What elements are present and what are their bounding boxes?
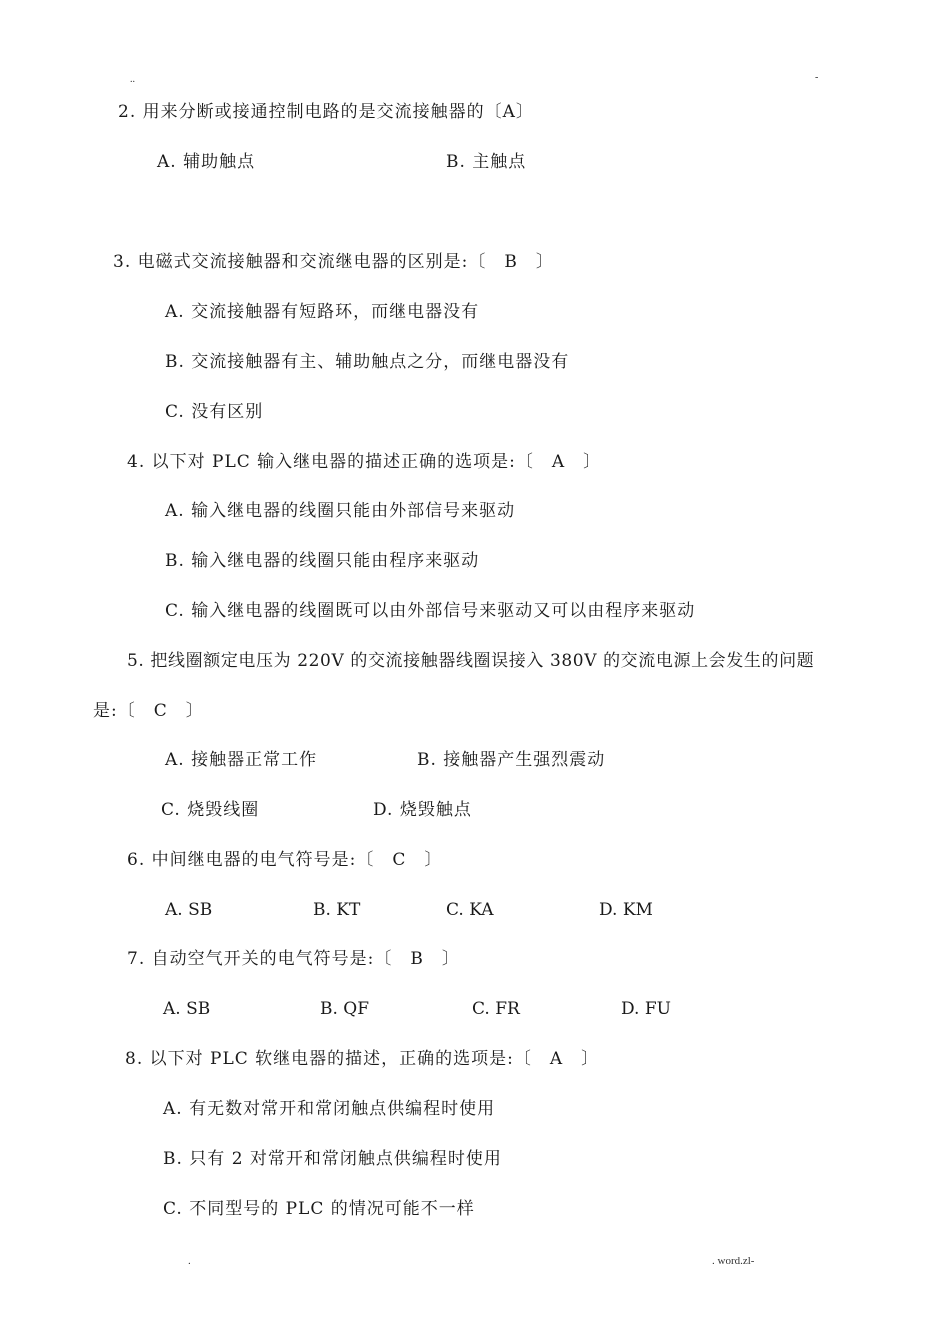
question-8-stem: 8. 以下对 PLC 软继电器的描述，正确的选项是:〔 A 〕	[125, 1049, 600, 1069]
question-7-option-c: C. FR	[472, 999, 520, 1019]
footer-left-mark: .	[188, 1255, 191, 1267]
question-6-option-c: C. KA	[446, 900, 494, 920]
question-7-option-d: D. FU	[621, 999, 671, 1019]
question-4-option-c: C. 输入继电器的线圈既可以由外部信号来驱动又可以由程序来驱动	[165, 601, 696, 621]
question-4-option-a: A. 输入继电器的线圈只能由外部信号来驱动	[165, 501, 516, 521]
question-5-option-b: B. 接触器产生强烈震动	[417, 750, 606, 770]
question-7-stem: 7. 自动空气开关的电气符号是:〔 B 〕	[127, 949, 460, 969]
question-5-option-d: D. 烧毁触点	[373, 800, 472, 820]
question-2-option-a: A. 辅助触点	[157, 152, 256, 172]
question-3-option-b: B. 交流接触器有主、辅助触点之分，而继电器没有	[165, 352, 570, 372]
question-5-option-c: C. 烧毁线圈	[161, 800, 260, 820]
question-7-option-b: B. QF	[320, 999, 370, 1019]
question-3-stem: 3. 电磁式交流接触器和交流继电器的区别是:〔 B 〕	[113, 252, 554, 272]
question-5-option-a: A. 接触器正常工作	[165, 750, 318, 770]
question-6-stem: 6. 中间继电器的电气符号是:〔 C 〕	[127, 850, 443, 870]
question-5-stem-continued: 是:〔 C 〕	[93, 701, 204, 721]
question-3-option-a: A. 交流接触器有短路环，而继电器没有	[165, 302, 480, 322]
question-8-option-c: C. 不同型号的 PLC 的情况可能不一样	[163, 1199, 475, 1219]
question-2-option-b: B. 主触点	[446, 152, 527, 172]
header-right-mark: -	[815, 72, 819, 83]
question-6-option-b: B. KT	[313, 900, 361, 920]
footer-right-mark: . word.zl-	[712, 1255, 755, 1267]
question-4-stem: 4. 以下对 PLC 输入继电器的描述正确的选项是:〔 A 〕	[127, 452, 602, 472]
question-4-option-b: B. 输入继电器的线圈只能由程序来驱动	[165, 551, 480, 571]
question-2-stem: 2. 用来分断或接通控制电路的是交流接触器的〔A〕	[118, 102, 534, 122]
question-7-option-a: A. SB	[163, 999, 211, 1019]
header-left-mark: ..	[130, 74, 135, 85]
question-3-option-c: C. 没有区别	[165, 402, 264, 422]
question-8-option-b: B. 只有 2 对常开和常闭触点供编程时使用	[163, 1149, 502, 1169]
question-6-option-a: A. SB	[165, 900, 213, 920]
question-8-option-a: A. 有无数对常开和常闭触点供编程时使用	[163, 1099, 496, 1119]
question-6-option-d: D. KM	[599, 900, 653, 920]
question-5-stem: 5. 把线圈额定电压为 220V 的交流接触器线圈误接入 380V 的交流电源上会发生的问题	[127, 651, 815, 671]
